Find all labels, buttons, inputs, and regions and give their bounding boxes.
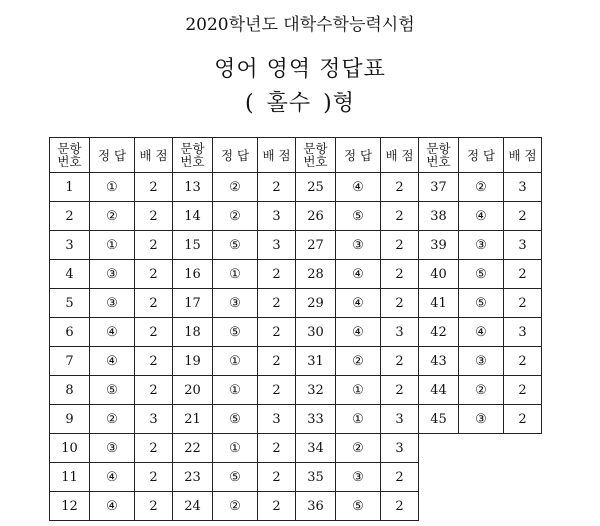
points-cell: 2 bbox=[135, 289, 173, 318]
question-number-cell: 21 bbox=[173, 405, 213, 434]
answer-cell: ④ bbox=[336, 318, 381, 347]
answer-cell: ② bbox=[213, 173, 258, 202]
points-cell: 3 bbox=[258, 231, 296, 260]
table-row bbox=[50, 318, 542, 347]
points-cell: 2 bbox=[381, 289, 419, 318]
points-cell: 2 bbox=[258, 434, 296, 463]
question-number-cell: 8 bbox=[50, 376, 90, 405]
answer-cell: ③ bbox=[213, 289, 258, 318]
question-number-cell: 34 bbox=[296, 434, 336, 463]
answer-cell: ③ bbox=[459, 231, 504, 260]
question-number-cell: 24 bbox=[173, 492, 213, 521]
points-cell: 2 bbox=[258, 347, 296, 376]
answer-cell: ④ bbox=[90, 492, 135, 521]
table-row bbox=[50, 463, 542, 492]
points-cell: 2 bbox=[135, 376, 173, 405]
points-cell: 2 bbox=[381, 231, 419, 260]
question-number-cell: 42 bbox=[419, 318, 459, 347]
exam-title: 2020학년도 대학수학능력시험 bbox=[185, 15, 415, 35]
answer-cell: ③ bbox=[336, 463, 381, 492]
answer-cell: ① bbox=[90, 173, 135, 202]
table-row bbox=[50, 492, 542, 521]
column-header-answer: 정 답 bbox=[336, 138, 381, 173]
answer-cell: ② bbox=[90, 202, 135, 231]
column-header-number bbox=[296, 138, 336, 173]
points-cell: 3 bbox=[504, 231, 542, 260]
answer-cell: ⑤ bbox=[459, 260, 504, 289]
points-cell: 3 bbox=[381, 405, 419, 434]
points-cell: 2 bbox=[135, 347, 173, 376]
column-header-number-line2: 번호 bbox=[303, 154, 328, 169]
points-cell: 3 bbox=[258, 202, 296, 231]
table-row bbox=[50, 405, 542, 434]
answer-cell: ④ bbox=[90, 463, 135, 492]
answer-cell: ② bbox=[213, 202, 258, 231]
answer-cell: ① bbox=[336, 405, 381, 434]
answer-cell: ④ bbox=[336, 289, 381, 318]
question-number-cell: 38 bbox=[419, 202, 459, 231]
answer-cell: ② bbox=[459, 173, 504, 202]
column-header-answer: 정 답 bbox=[90, 138, 135, 173]
column-header-answer: 정 답 bbox=[459, 138, 504, 173]
question-number-cell: 4 bbox=[50, 260, 90, 289]
answer-cell: ② bbox=[336, 347, 381, 376]
question-number-cell: 11 bbox=[50, 463, 90, 492]
column-header-points: 배 점 bbox=[381, 138, 419, 173]
points-cell: 3 bbox=[504, 318, 542, 347]
points-cell: 3 bbox=[258, 405, 296, 434]
question-number-cell: 29 bbox=[296, 289, 336, 318]
answer-cell: ④ bbox=[459, 318, 504, 347]
header-row bbox=[50, 138, 542, 173]
question-number-cell: 22 bbox=[173, 434, 213, 463]
question-number-cell: 37 bbox=[419, 173, 459, 202]
points-cell: 2 bbox=[381, 347, 419, 376]
answer-cell: ① bbox=[336, 376, 381, 405]
points-cell: 2 bbox=[504, 260, 542, 289]
column-header-answer: 정 답 bbox=[213, 138, 258, 173]
answer-cell: ③ bbox=[90, 260, 135, 289]
answer-body bbox=[50, 173, 542, 521]
column-header-number-line2: 번호 bbox=[180, 154, 205, 169]
points-cell: 3 bbox=[135, 405, 173, 434]
answer-cell: ⑤ bbox=[90, 376, 135, 405]
column-header-number-line2: 번호 bbox=[426, 154, 451, 169]
points-cell: 2 bbox=[381, 260, 419, 289]
answer-cell: ④ bbox=[336, 260, 381, 289]
answer-cell: ④ bbox=[90, 347, 135, 376]
answer-cell: ① bbox=[213, 434, 258, 463]
points-cell: 2 bbox=[381, 376, 419, 405]
answer-cell: ③ bbox=[459, 405, 504, 434]
answer-cell: ⑤ bbox=[459, 289, 504, 318]
question-number-cell: 27 bbox=[296, 231, 336, 260]
answer-cell: ④ bbox=[336, 173, 381, 202]
answer-cell: ② bbox=[459, 376, 504, 405]
question-number-cell: 12 bbox=[50, 492, 90, 521]
question-number-cell: 45 bbox=[419, 405, 459, 434]
answer-cell: ③ bbox=[90, 289, 135, 318]
form-type-title: ( 홀수 )형 bbox=[245, 91, 355, 116]
question-number-cell: 14 bbox=[173, 202, 213, 231]
table-row bbox=[50, 260, 542, 289]
points-cell: 2 bbox=[504, 376, 542, 405]
question-number-cell: 41 bbox=[419, 289, 459, 318]
column-header-number-line1: 문항 bbox=[57, 141, 82, 156]
question-number-cell: 43 bbox=[419, 347, 459, 376]
answer-cell: ④ bbox=[459, 202, 504, 231]
points-cell: 2 bbox=[135, 463, 173, 492]
question-number-cell: 7 bbox=[50, 347, 90, 376]
table-row bbox=[50, 347, 542, 376]
answer-cell: ② bbox=[336, 434, 381, 463]
points-cell: 2 bbox=[258, 260, 296, 289]
subject-title: 영어 영역 정답표 bbox=[214, 57, 386, 82]
column-header-number-line1: 문항 bbox=[180, 141, 205, 156]
table-row bbox=[50, 231, 542, 260]
points-cell: 3 bbox=[504, 173, 542, 202]
empty-cell bbox=[419, 492, 542, 521]
question-number-cell: 36 bbox=[296, 492, 336, 521]
answer-cell: ⑤ bbox=[336, 202, 381, 231]
column-header-number bbox=[419, 138, 459, 173]
question-number-cell: 26 bbox=[296, 202, 336, 231]
points-cell: 2 bbox=[381, 463, 419, 492]
answer-key-table bbox=[49, 137, 542, 521]
answer-cell: ① bbox=[213, 260, 258, 289]
answer-cell: ② bbox=[90, 405, 135, 434]
points-cell: 2 bbox=[258, 289, 296, 318]
answer-cell: ① bbox=[90, 231, 135, 260]
question-number-cell: 33 bbox=[296, 405, 336, 434]
points-cell: 2 bbox=[135, 202, 173, 231]
points-cell: 2 bbox=[381, 492, 419, 521]
column-header-points: 배 점 bbox=[135, 138, 173, 173]
question-number-cell: 17 bbox=[173, 289, 213, 318]
answer-cell: ④ bbox=[90, 318, 135, 347]
empty-cell bbox=[419, 463, 542, 492]
points-cell: 2 bbox=[135, 231, 173, 260]
column-header-points: 배 점 bbox=[504, 138, 542, 173]
question-number-cell: 28 bbox=[296, 260, 336, 289]
question-number-cell: 6 bbox=[50, 318, 90, 347]
points-cell: 2 bbox=[504, 202, 542, 231]
column-header-number-line2: 번호 bbox=[57, 154, 82, 169]
answer-cell: ① bbox=[213, 376, 258, 405]
question-number-cell: 40 bbox=[419, 260, 459, 289]
question-number-cell: 32 bbox=[296, 376, 336, 405]
points-cell: 2 bbox=[258, 492, 296, 521]
answer-cell: ⑤ bbox=[213, 463, 258, 492]
answer-cell: ③ bbox=[459, 347, 504, 376]
answer-cell: ⑤ bbox=[213, 231, 258, 260]
question-number-cell: 44 bbox=[419, 376, 459, 405]
column-header-points: 배 점 bbox=[258, 138, 296, 173]
empty-cell bbox=[419, 434, 542, 463]
points-cell: 3 bbox=[381, 434, 419, 463]
answer-cell: ③ bbox=[90, 434, 135, 463]
column-header-number bbox=[173, 138, 213, 173]
answer-cell: ① bbox=[213, 347, 258, 376]
answer-cell: ⑤ bbox=[213, 318, 258, 347]
question-number-cell: 23 bbox=[173, 463, 213, 492]
points-cell: 2 bbox=[135, 260, 173, 289]
column-header-number bbox=[50, 138, 90, 173]
answer-cell: ③ bbox=[336, 231, 381, 260]
question-number-cell: 1 bbox=[50, 173, 90, 202]
table-row bbox=[50, 173, 542, 202]
question-number-cell: 35 bbox=[296, 463, 336, 492]
column-header-number-line1: 문항 bbox=[303, 141, 328, 156]
points-cell: 2 bbox=[258, 173, 296, 202]
column-header-number-line1: 문항 bbox=[426, 141, 451, 156]
points-cell: 2 bbox=[135, 318, 173, 347]
points-cell: 2 bbox=[504, 289, 542, 318]
question-number-cell: 15 bbox=[173, 231, 213, 260]
points-cell: 2 bbox=[381, 202, 419, 231]
question-number-cell: 20 bbox=[173, 376, 213, 405]
points-cell: 3 bbox=[381, 318, 419, 347]
question-number-cell: 2 bbox=[50, 202, 90, 231]
table-row bbox=[50, 434, 542, 463]
points-cell: 2 bbox=[135, 492, 173, 521]
points-cell: 2 bbox=[381, 173, 419, 202]
table-row bbox=[50, 289, 542, 318]
answer-cell: ② bbox=[213, 492, 258, 521]
question-number-cell: 5 bbox=[50, 289, 90, 318]
question-number-cell: 16 bbox=[173, 260, 213, 289]
question-number-cell: 19 bbox=[173, 347, 213, 376]
points-cell: 2 bbox=[258, 376, 296, 405]
question-number-cell: 10 bbox=[50, 434, 90, 463]
question-number-cell: 39 bbox=[419, 231, 459, 260]
answer-cell: ⑤ bbox=[336, 492, 381, 521]
points-cell: 2 bbox=[504, 405, 542, 434]
table-row bbox=[50, 202, 542, 231]
question-number-cell: 9 bbox=[50, 405, 90, 434]
question-number-cell: 18 bbox=[173, 318, 213, 347]
points-cell: 2 bbox=[258, 463, 296, 492]
question-number-cell: 31 bbox=[296, 347, 336, 376]
answer-cell: ⑤ bbox=[213, 405, 258, 434]
points-cell: 2 bbox=[258, 318, 296, 347]
question-number-cell: 13 bbox=[173, 173, 213, 202]
question-number-cell: 30 bbox=[296, 318, 336, 347]
question-number-cell: 3 bbox=[50, 231, 90, 260]
points-cell: 2 bbox=[504, 347, 542, 376]
question-number-cell: 25 bbox=[296, 173, 336, 202]
table-row bbox=[50, 376, 542, 405]
points-cell: 2 bbox=[135, 173, 173, 202]
points-cell: 2 bbox=[135, 434, 173, 463]
